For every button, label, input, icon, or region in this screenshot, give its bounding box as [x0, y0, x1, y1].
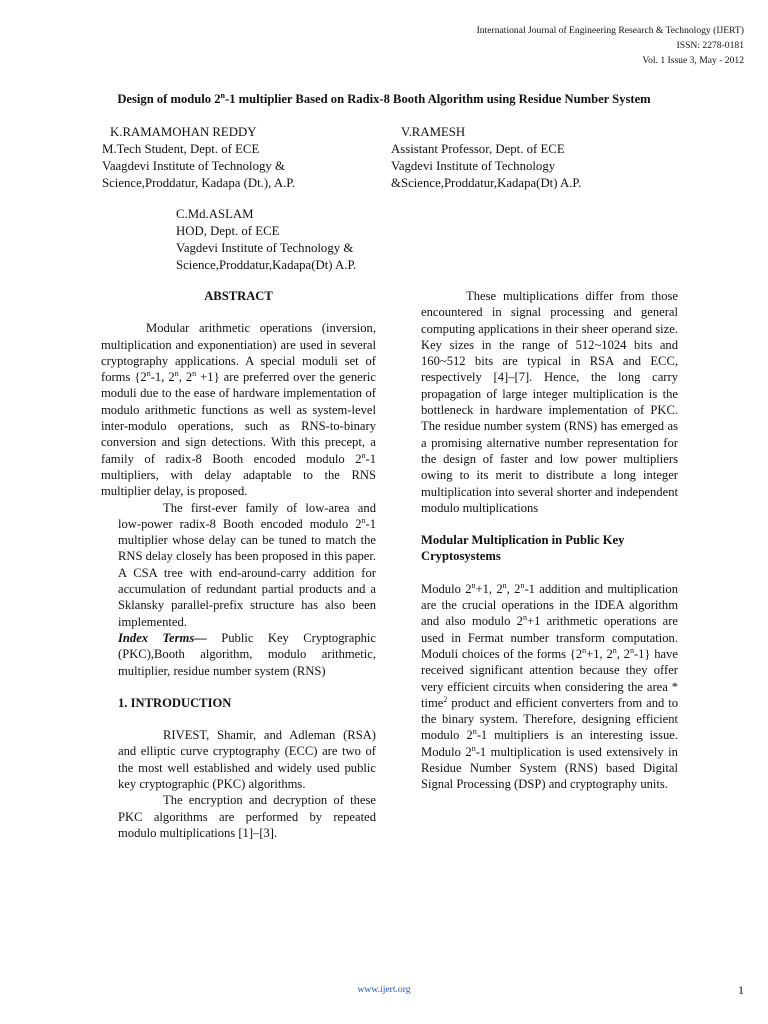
footer-url[interactable]: www.ijert.org — [357, 984, 411, 995]
right-column — [421, 288, 678, 793]
introduction-paragraph-2: The encryption and decryption of these PKC algorithms are performed by repeated modulo multiplications [1]–[3]. — [118, 793, 376, 840]
author-block-3 — [176, 206, 356, 274]
abstract-paragraph-2: The first-ever family of low-area and low-power radix-8 Booth encoded modulo 2$^n$-1 multiplier whose delay can be tuned to match the RNS delay closely has been proposed in this paper. A CSA tree with end-around-carry addition for accumulation of redundant partial products and a Sklansky parallel-prefix structure has also been implemented. — [118, 500, 376, 629]
issn: ISSN: 2278-0181 — [676, 40, 744, 51]
author-block-2 — [391, 124, 581, 192]
author-name: C.Md.ASLAM — [176, 207, 254, 221]
author-name: K.RAMAMOHAN REDDY — [110, 125, 257, 139]
page-number: 1 — [738, 983, 744, 997]
introduction-paragraph-1: RIVEST, Shamir, and Adleman (RSA) and elliptic curve cryptography (ECC) are two of the most well established and widely used public key cryptographic (PKC) algorithms. — [118, 728, 376, 792]
author-location: Science,Proddatur,Kadapa(Dt) A.P. — [176, 258, 357, 272]
author-name: V.RAMESH — [401, 125, 466, 139]
index-terms: Index Terms— Public Key Cryptographic (PKC),Booth algorithm, modulo arithmetic, multiplier, residue number system (RNS) — [118, 630, 376, 678]
author-institution: Vagdevi Institute of Technology & — [176, 241, 354, 255]
body-paragraph: These multiplications differ from those encountered in signal processing and general computing applications in their sheer operand size. Key sizes in the range of 512~1024 bits and 160~512 bits are typical in RSA and ECC, respectively [4]–[7]. Hence, the long carry propagation of large integer multiplication is the bottleneck in hardware implementation of PKC. The residue number system (RNS) has emerged as a promising alternative number representation for the design of faster and low power multipliers owing to its merit to distribute a long integer multiplication into several shorter and independent modulo multiplications — [421, 289, 678, 515]
author-institution: Vagdevi Institute of Technology — [391, 159, 556, 173]
left-column — [101, 288, 376, 841]
author-role: Assistant Professor, Dept. of ECE — [391, 142, 565, 156]
index-terms-label: Index Terms— — [118, 630, 207, 645]
author-institution: Vaagdevi Institute of Technology & — [102, 159, 285, 173]
journal-name: International Journal of Engineering Research & Technology (IJERT) — [476, 25, 744, 36]
journal-header — [477, 23, 744, 68]
author-location: Science,Proddatur, Kadapa (Dt.), A.P. — [102, 176, 296, 190]
author-location: &Science,Proddatur,Kadapa(Dt) A.P. — [391, 176, 582, 190]
abstract-paragraph-1: Modular arithmetic operations (inversion, multiplication and exponentiation) are used in several cryptography applications. A special moduli set of forms {2$^n$-1, 2$^n$, $2^n +1$} are preferred over the generic moduli due to the ease of hardware implementation of modulo arithmetic functions as well as system-level inter-modulo operations, such as RNS-to-binary conversion and sign detections. With this precept, a family of radix-8 Booth encoded modulo 2$^n$-1 multipliers, with delay adaptable to the RNS multiplier delay, is proposed. — [101, 321, 376, 499]
volume-issue: Vol. 1 Issue 3, May - 2012 — [642, 55, 744, 66]
abstract-heading: ABSTRACT — [204, 289, 273, 303]
body-paragraph-modular: Modulo $2^n+1$, 2$^n$, 2$^n$-1 addition and multiplication are the crucial operations in the IDEA algorithm and also modulo $2^n+1$ arithmetic operations are used in Fermat number transform computation. Moduli choices of the forms {$2^n+1$, 2$^n$, 2$^n$-1} have received significant attention because they offer very efficient circuits when considering the area * time$^2$ product and efficient converters from and to the binary system. Therefore, designing efficient modulo 2$^n$-1 multipliers is an interesting issue. Modulo 2$^n$-1 multiplication is used extensively in Residue Number System (RNS) based Digital Signal Processing (DSP) and cryptography units. — [421, 580, 678, 792]
paper-title: Design of modulo 2$^n$-1 multiplier Based on Radix-8 Booth Algorithm using Residue Number System — [117, 90, 651, 106]
author-block-1 — [102, 124, 295, 192]
introduction-heading: 1. INTRODUCTION — [118, 695, 232, 710]
author-role: M.Tech Student, Dept. of ECE — [102, 142, 260, 156]
section-heading-modular-multiplication: Modular Multiplication in Public Key Cryptosystems — [421, 533, 625, 564]
author-role: HOD, Dept. of ECE — [176, 224, 280, 238]
